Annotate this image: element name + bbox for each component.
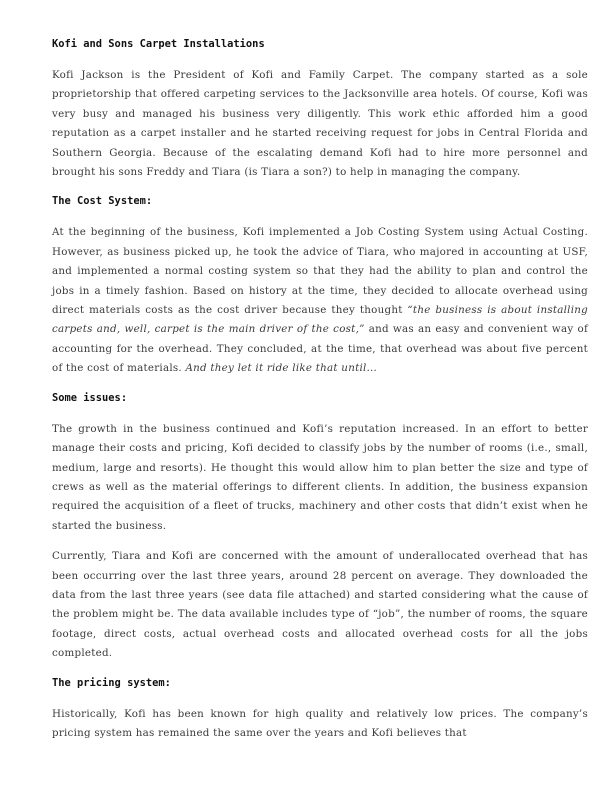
cost-system-paragraph xyxy=(52,223,588,378)
issues-paragraph-1: The growth in the business continued and Kofi’s reputation increased. In an effort to better manage their costs and pricing, Kofi decided to classify jobs by the number of rooms (i.e., small, medium, large and resorts). He thought this would allow him to plan better the size and type of crews as well as the material offerings to different clients. In addition, the business expansion required the acquisition of a fleet of trucks, machinery and other costs that didn’t exist when he started the business. xyxy=(52,422,588,532)
issues-heading: Some issues: xyxy=(52,391,128,404)
pricing-paragraph: Historically, Kofi has been known for high quality and relatively low prices. The company’s pricing system has remained the same over the years and Kofi believes that xyxy=(52,707,588,739)
cost-quote: “the business is about installing carpets and, well, carpet is the main driver of the cost,” xyxy=(52,304,588,336)
document-title: Kofi and Sons Carpet Installations xyxy=(52,38,265,50)
issues-paragraph-2: Currently, Tiara and Kofi are concerned with the amount of underallocated overhead that has been occurring over the last three years, around 28 percent on average. They downloaded the data from the last three years (see data file attached) and started considering what the cause of the problem might be. The data available includes type of “job”, the number of rooms, the square footage, direct costs, actual overhead costs and allocated overhead costs for all the jobs completed. xyxy=(52,550,588,660)
cost-text-part-b: and was an easy and convenient way of accounting for the overhead. They concluded, at the time, that overhead was about five percent of the cost of materials. xyxy=(52,323,589,375)
cost-text-part-c: And they let it ride like that until… xyxy=(185,362,378,375)
intro-paragraph: Kofi Jackson is the President of Kofi and Family Carpet. The company started as a sole proprietorship that offered carpeting services to the Jacksonville area hotels. Of course, Kofi was very busy and managed his business very diligently. This work ethic afforded him a good reputation as a carpet installer and he started receiving request for jobs in Central Florida and Southern Georgia. Because of the escalating demand Kofi had to hire more personnel and brought his sons Freddy and Tiara (is Tiara a son?) to help in managing the company. xyxy=(52,69,588,179)
cost-text-part-a: At the beginning of the business, Kofi implemented a Job Costing System using Actual Costing. However, as business picked up, he took the advice of Tiara, who majored in accounting at USF, and implemented a normal costing system so that they had the ability to plan and control the jobs in a timely fashion. Based on history at the time, they decided to allocate overhead using direct materials costs as the cost driver because they thought xyxy=(52,226,588,317)
cost-system-heading: The Cost System: xyxy=(52,195,153,208)
document-page xyxy=(52,36,588,754)
pricing-heading: The pricing system: xyxy=(52,676,171,689)
